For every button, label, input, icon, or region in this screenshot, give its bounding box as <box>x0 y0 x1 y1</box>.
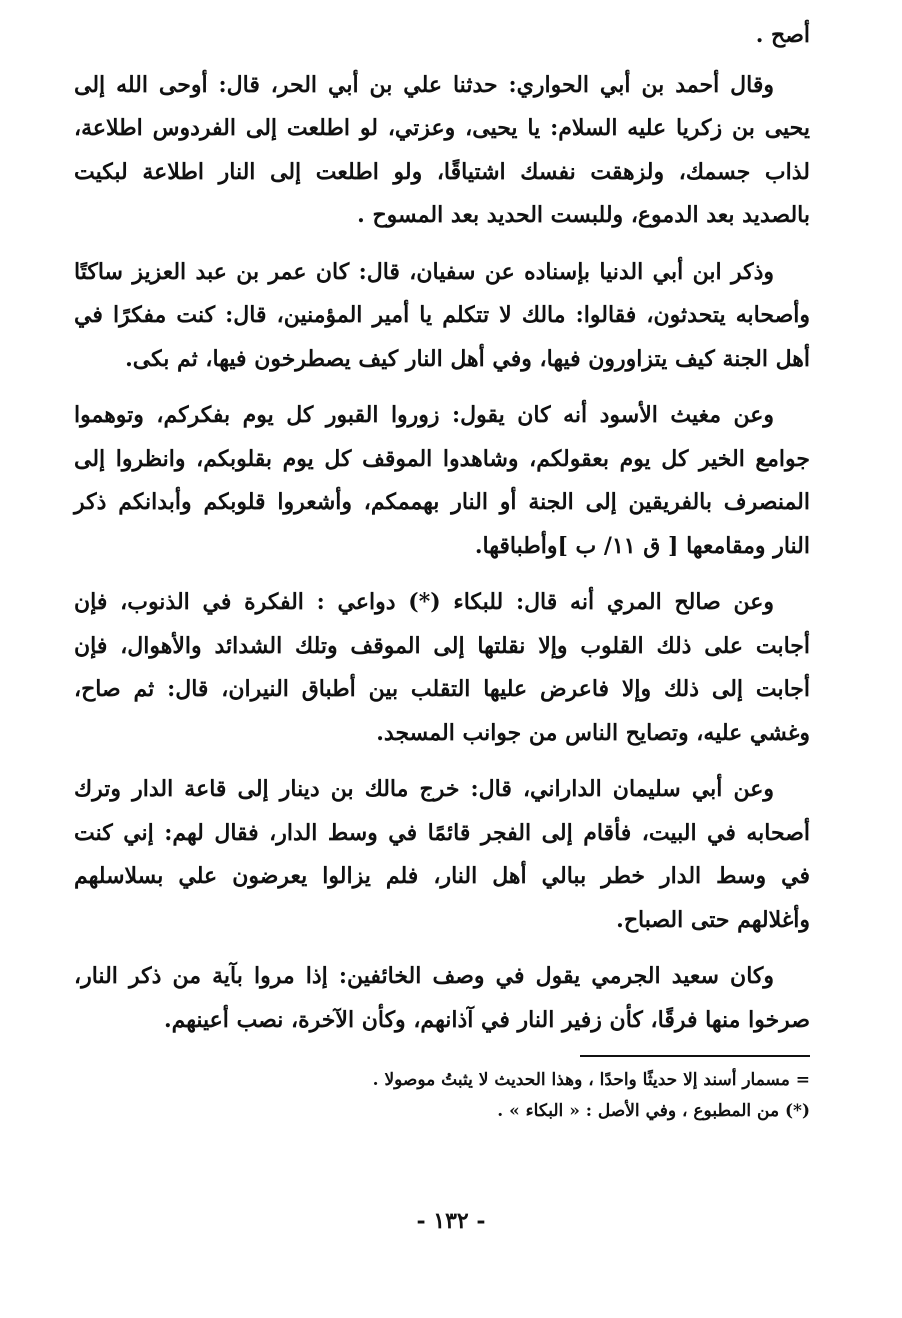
text-line: أجابت على ذلك القلوب وإلا نقلتها إلى الموقف وتلك الشدائد والأهوال، فإن <box>74 632 810 659</box>
text-line: أصحابه في البيت، فأقام إلى الفجر قائمًا في وسط الدار، فقال لهم: إني كنت <box>74 819 810 846</box>
text-line: أجابت إلى ذلك وإلا فاعرض عليها التقلب بين أطباق النيران، قال: ثم صاح، <box>74 676 810 702</box>
footnote: = مسمار أسند إلا حديثًا واحدًا ، وهذا الحديث لا يثبتُ موصولا . <box>372 1070 810 1090</box>
text-line: صرخوا منها فرقًا، كأن زفير النار في آذانهم، وكأن الآخرة، نصب أعينهم. <box>163 1006 810 1033</box>
text-line: جوامع الخير كل يوم بعقولكم، وشاهدوا الموقف كل يوم بقلوبكم، وانظروا إلى <box>74 445 810 472</box>
text-line: وقال أحمد بن أبي الحواري: حدثنا علي بن أبي الحر، قال: أوحى الله إلى <box>74 71 774 98</box>
paragraph-5 <box>74 768 810 942</box>
text-line: وذكر ابن أبي الدنيا بإسناده عن سفيان، قال: كان عمر بن عبد العزيز ساكتًا <box>74 258 774 285</box>
footnote: (*) من المطبوع ، وفي الأصل : « البكاء » . <box>497 1101 810 1121</box>
paragraph-6 <box>74 955 810 1042</box>
text-line: النار ومقامعها [ ق ١١/ ب ]وأطباقها. <box>474 532 810 559</box>
text-line: وأغلالهم حتى الصباح. <box>616 906 810 933</box>
paragraph-4 <box>74 581 810 755</box>
paragraph-2 <box>74 251 810 382</box>
paragraph-1 <box>74 64 810 238</box>
paragraph-3 <box>74 394 810 568</box>
text-line: وأصحابه يتحدثون، فقالوا: مالك لا تتكلم يا أمير المؤمنين، قال: كنت مفكرًا في <box>74 302 810 328</box>
text-line: المنصرف بالفريقين إلى الجنة أو النار بهممكم، وأشعروا قلوبكم وأبدانكم ذكر <box>74 489 810 515</box>
text-line: وعن مغيث الأسود أنه كان يقول: زوروا القبور كل يوم بفكركم، وتوهموا <box>74 402 774 428</box>
text-line: وغشي عليه، وتصايح الناس من جوانب المسجد. <box>376 719 810 746</box>
footnotes <box>74 1065 810 1127</box>
text-line: وكان سعيد الجرمي يقول في وصف الخائفين: إذا مروا بآية من ذكر النار، <box>74 963 774 989</box>
footnote-separator <box>580 1055 810 1057</box>
text-line: أهل الجنة كيف يتزاورون فيها، وفي أهل النار كيف يصطرخون فيها، ثم بكى. <box>125 345 810 372</box>
text-line: يحيى بن زكريا عليه السلام: يا يحيى، وعزتي، لو اطلعت إلى الفردوس اطلاعة، <box>74 115 810 141</box>
text-line: بالصديد بعد الدموع، وللبست الحديد بعد المسوح . <box>357 202 810 228</box>
text-line: لذاب جسمك، ولزهقت نفسك اشتياقًا، ولو اطلعت إلى النار اطلاعة لبكيت <box>74 158 810 185</box>
text-line: وعن صالح المري أنه قال: للبكاء (*) دواعي : الفكرة في الذنوب، فإن <box>74 589 774 615</box>
page-number: - ١٣٢ - <box>416 1208 486 1234</box>
text-line: في وسط الدار خطر ببالي أهل النار، فلم يزالوا يعرضون علي بسلاسلهم <box>74 863 810 889</box>
continuation-line: أصح . <box>755 22 810 48</box>
text-line: وعن أبي سليمان الداراني، قال: خرج مالك بن دينار إلى قاعة الدار وترك <box>74 776 774 802</box>
